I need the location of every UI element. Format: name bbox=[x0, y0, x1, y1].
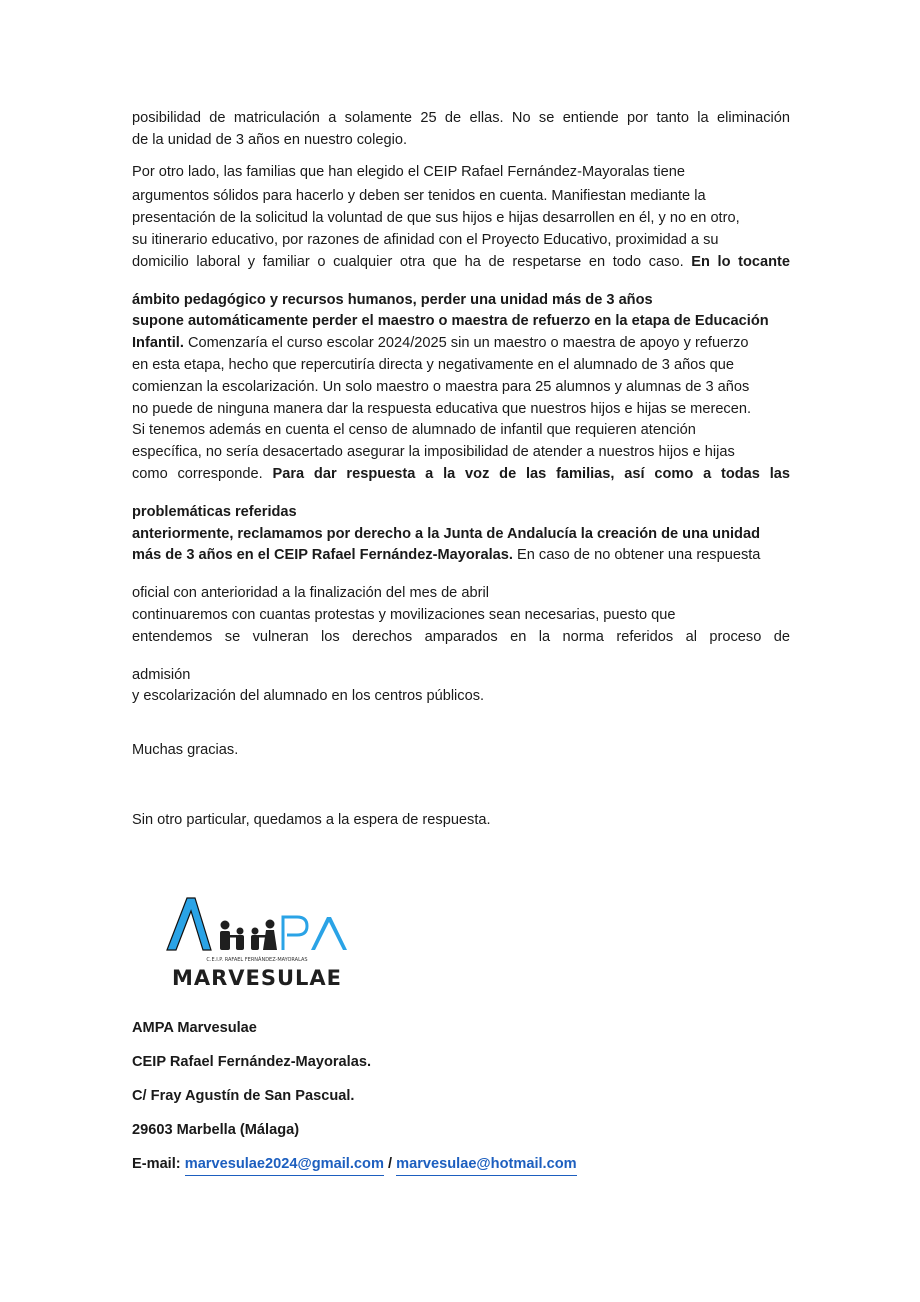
street-address: C/ Fray Agustín de San Pascual. bbox=[132, 1088, 355, 1104]
email-link-hotmail[interactable]: marvesulae@hotmail.com bbox=[396, 1156, 577, 1176]
paragraph-line: anteriormente, reclamamos por derecho a la Junta de Andalucía la creación de una unidad bbox=[132, 525, 760, 542]
paragraph-line: problemáticas referidas bbox=[132, 503, 297, 520]
paragraph-line: comienzan la escolarización. Un solo maestro o maestra para 25 alumnos y alumnas de 3 años bbox=[132, 378, 750, 395]
logo-subtitle: C.E.I.P. RAFAEL FERNÁNDEZ-MAYORALAS bbox=[206, 957, 308, 963]
paragraph-line: Si tenemos además en cuenta el censo de alumnado de infantil que requieren atención bbox=[132, 422, 696, 439]
closing-line: Sin otro particular, quedamos a la espera de respuesta. bbox=[132, 811, 491, 828]
text-run: como corresponde. bbox=[132, 465, 263, 482]
paragraph-line: y escolarización del alumnado en los centros públicos. bbox=[132, 688, 485, 705]
bold-run: Para dar respuesta a la voz de las familias, así como a todas las bbox=[272, 465, 790, 482]
paragraph-line: continuaremos con cuantas protestas y movilizaciones sean necesarias, puesto que bbox=[132, 606, 676, 623]
paragraph-line: su itinerario educativo, por razones de afinidad con el Proyecto Educativo, proximidad a su bbox=[132, 231, 719, 248]
email-separator: / bbox=[387, 1156, 393, 1172]
paragraph-line: presentación de la solicitud la voluntad de que sus hijos e hijas desarrollen en él, y no en otro, bbox=[132, 210, 740, 227]
email-link-gmail[interactable]: marvesulae2024@gmail.com bbox=[185, 1156, 384, 1176]
paragraph-line bbox=[132, 252, 790, 274]
paragraph-line: específica, no sería desacertado asegurar la imposibilidad de atender a nuestros hijos e hijas bbox=[132, 444, 735, 461]
paragraph-line: oficial con anterioridad a la finalización del mes de abril bbox=[132, 585, 489, 602]
paragraph-line: posibilidad de matriculación a solamente 25 de ellas. No se entiende por tanto la eliminación bbox=[132, 110, 790, 126]
paragraph-line bbox=[132, 464, 790, 486]
city-address: 29603 Marbella (Málaga) bbox=[132, 1122, 300, 1138]
ampa-logo bbox=[165, 895, 350, 990]
paragraph-line: argumentos sólidos para hacerlo y deben ser tenidos en cuenta. Manifiestan mediante la bbox=[132, 188, 706, 205]
letter-body bbox=[132, 108, 790, 832]
email-line bbox=[132, 1154, 790, 1188]
paragraph-line: supone automáticamente perder el maestro o maestra de refuerzo en la etapa de Educación bbox=[132, 313, 769, 330]
logo-name: MARVESULAE bbox=[171, 966, 343, 990]
paragraph-line: de la unidad de 3 años en nuestro colegio. bbox=[132, 131, 408, 148]
school-name: CEIP Rafael Fernández-Mayoralas. bbox=[132, 1054, 371, 1070]
bold-run: Infantil. bbox=[132, 335, 184, 352]
text-run: En caso de no obtener una respuesta bbox=[512, 547, 761, 564]
paragraph-line: ámbito pedagógico y recursos humanos, perder una unidad más de 3 años bbox=[132, 291, 653, 308]
signature-block bbox=[132, 1018, 790, 1188]
paragraph-line: entendemos se vulneran los derechos amparados en la norma referidos al proceso de bbox=[132, 628, 790, 645]
text-run: domicilio laboral y familiar o cualquier otra que ha de respetarse en todo caso. bbox=[132, 253, 684, 270]
ampa-logo-graphic bbox=[165, 895, 350, 990]
paragraph-line: Por otro lado, las familias que han elegido el CEIP Rafael Fernández-Mayoralas tiene bbox=[132, 163, 685, 180]
paragraph-line: no puede de ninguna manera dar la respuesta educativa que nuestros hijos e hijas se merecen. bbox=[132, 400, 752, 417]
thanks-line: Muchas gracias. bbox=[132, 742, 239, 759]
paragraph-line bbox=[132, 333, 790, 355]
paragraph-line: en esta etapa, hecho que repercutiría directa y negativamente en el alumnado de 3 años que bbox=[132, 356, 734, 373]
email-label: E-mail: bbox=[132, 1156, 181, 1172]
bold-run: más de 3 años en el CEIP Rafael Fernández-Mayoralas. bbox=[132, 547, 513, 564]
text-run: Comenzaría el curso escolar 2024/2025 sin un maestro o maestra de apoyo y refuerzo bbox=[183, 335, 749, 352]
bold-run: En lo tocante bbox=[691, 253, 791, 270]
paragraph-line bbox=[132, 545, 790, 567]
org-name: AMPA Marvesulae bbox=[132, 1020, 257, 1036]
paragraph-line: admisión bbox=[132, 666, 191, 683]
